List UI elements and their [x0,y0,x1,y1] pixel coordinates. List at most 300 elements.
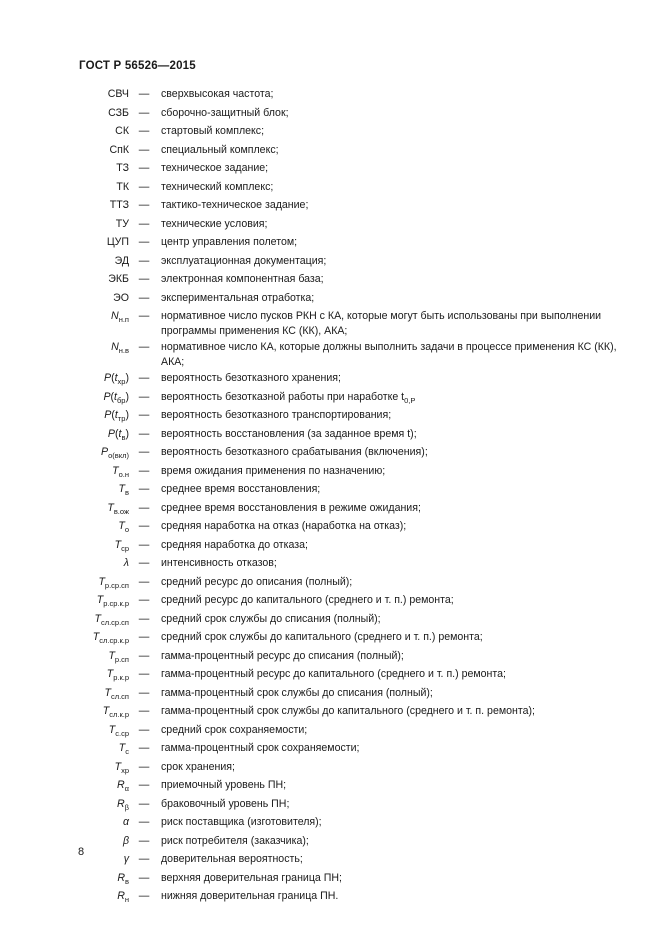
abbreviation-definition [159,253,641,269]
definition-text: гамма-процентный ресурс до списания (полный); [161,649,404,662]
definition-text: средний срок службы до списания (полный); [161,612,381,625]
abbreviation-term [0,197,129,213]
list-item [0,271,661,290]
dash-separator: — [138,834,150,847]
definition-text: срок хранения; [161,760,235,773]
definition-text: вероятность безотказного хранения; [161,372,341,384]
term-text: ТК [116,180,129,193]
dash-separator: — [138,143,150,156]
dash-separator: — [138,538,150,551]
abbreviation-term [0,290,129,306]
term-subscript: с.ср [115,728,129,738]
dash-separator: — [138,742,150,754]
definition-text: нормативное число КА, которые должны выполнить задачи в процессе применения КС (КК), АКА; [161,341,617,368]
definition-text: средняя наработка до отказа; [161,538,308,551]
abbreviation-definition [159,444,641,460]
definition-text: технические условия; [161,217,268,230]
abbreviation-definition [159,370,641,386]
definition-text: гамма-процентный срок сохраняемости; [161,742,360,754]
abbreviation-term [0,648,129,664]
list-item [0,426,661,445]
dash-separator: — [138,125,150,137]
term-subscript: н [124,895,129,904]
definition-text: средний ресурс до капитального (среднего и т. п.) ремонта; [161,594,454,606]
term-text: ( [115,427,119,440]
abbreviation-term [0,759,129,775]
term-subscript: в [121,432,126,442]
term-text: T [112,464,119,477]
abbreviation-term [0,160,129,176]
list-item [0,666,661,685]
term-text: R [117,779,125,791]
abbreviation-term [0,370,129,386]
term-text: T [96,594,104,606]
dash-separator: — [138,723,150,736]
dash-separator: — [138,310,150,322]
abbreviation-term [0,389,129,405]
definition-text: технический комплекс; [161,180,274,193]
list-item [0,160,661,179]
dash-separator: — [138,871,150,884]
list-item [0,123,661,142]
term-text: СК [115,125,129,137]
list-item [0,253,661,272]
definition-text: эксплуатационная документация; [161,254,327,267]
abbreviation-term [0,407,129,423]
definition-text: гамма-процентный ресурс до капитального (среднего и т. п.) ремонта; [161,668,506,680]
list-item [0,777,661,796]
term-text: T [108,723,116,736]
dash-separator: — [138,236,150,248]
definition-text: средний срок службы до капитального (среднего и т. п.) ремонта; [161,631,483,643]
list-item [0,463,661,482]
term-text: T [118,483,126,495]
term-text: t [118,427,122,440]
term-text: β [122,834,129,847]
abbreviation-definition [159,105,641,121]
term-text: T [118,742,126,754]
dash-separator: — [138,686,150,699]
term-text: СЗБ [108,106,129,119]
abbreviation-definition [159,574,641,590]
definition-text: браковочный уровень ПН; [161,797,290,810]
list-item [0,592,661,611]
abbreviation-definition [159,308,641,339]
dash-separator: — [138,390,150,403]
term-text: ) [125,372,129,384]
term-text: ( [111,372,115,384]
dash-separator: — [138,446,150,458]
dash-separator: — [138,291,150,304]
dash-separator: — [138,575,150,588]
term-text: γ [123,853,129,865]
abbreviation-term [0,666,129,682]
abbreviation-term [0,518,129,534]
abbreviation-term [0,481,129,497]
abbreviation-definition [159,271,641,287]
definition-subscript: 0,Р [404,395,416,405]
term-text: λ [123,557,129,569]
definition-text: стартовый комплекс; [161,125,265,137]
definition-text: вероятность восстановления (за заданное время t); [161,427,417,440]
term-text: R [117,890,125,902]
abbreviation-definition [159,290,641,306]
dash-separator: — [138,631,150,643]
dash-separator: — [138,668,150,680]
term-text: ТЗ [116,162,129,174]
dash-separator: — [138,88,150,100]
term-text: СВЧ [107,88,129,100]
abbreviation-term [0,814,129,830]
abbreviation-term [0,463,129,479]
abbreviation-definition [159,179,641,195]
term-subscript: хр [121,765,129,775]
abbreviation-definition [159,197,641,213]
term-text: t [114,390,117,403]
abbreviation-term [0,833,129,849]
term-text: ЭО [113,291,129,304]
abbreviation-term [0,142,129,158]
definition-text: гамма-процентный срок службы до списания (полный); [161,686,433,699]
list-item [0,870,661,889]
definition-text: вероятность безотказной работы при наработке t [161,390,405,403]
list-item [0,518,661,537]
definition-text: гамма-процентный срок службы до капитального (среднего и т. п. ремонта); [161,705,535,717]
term-subscript: о [124,525,129,534]
abbreviation-term [0,870,129,886]
dash-separator: — [138,890,150,902]
list-item [0,833,661,852]
abbreviation-definition [159,518,641,534]
abbreviation-term [0,629,129,645]
definition-text: средняя наработка на отказ (наработка на отказ); [161,520,407,532]
dash-separator: — [138,217,150,230]
abbreviation-definition [159,703,641,719]
term-text: N [111,310,119,322]
list-item [0,481,661,500]
abbreviation-definition [159,234,641,250]
dash-separator: — [138,464,150,477]
term-text: T [118,520,125,532]
list-item [0,197,661,216]
term-text: T [102,705,110,717]
dash-separator: — [138,520,150,532]
definition-text: верхняя доверительная граница ПН; [161,871,342,884]
abbreviation-definition [159,814,641,830]
abbreviation-definition [159,407,641,423]
abbreviation-definition [159,833,641,849]
definition-text: доверительная вероятность; [161,853,303,865]
term-text: T [114,760,122,773]
term-text: T [92,631,100,643]
abbreviation-definition [159,851,641,867]
abbreviation-definition [159,339,641,370]
dash-separator: — [138,557,150,569]
term-subscript: сл.ср.сп [100,617,129,627]
term-text: ЭКБ [108,273,129,285]
abbreviation-term [0,537,129,553]
term-subscript: сл.сп [110,691,129,701]
dash-separator: — [138,273,150,285]
dash-separator: — [138,409,150,421]
abbreviation-definition [159,685,641,701]
abbreviation-definition [159,463,641,479]
definition-text: вероятность безотказного срабатывания (включения); [161,446,428,458]
definition-text: техническое задание; [161,162,269,174]
abbreviation-definition [159,481,641,497]
term-text: T [114,538,122,551]
term-text: T [108,649,115,662]
term-subscript: н.в [118,346,129,355]
definition-text: электронная компонентная база; [161,273,324,285]
term-text: ( [111,409,115,421]
abbreviation-term [0,592,129,608]
abbreviation-term [0,234,129,250]
dash-separator: — [138,779,150,791]
definition-text: средний ресурс до описания (полный); [161,575,353,588]
list-item [0,796,661,815]
term-text: СпК [109,143,129,156]
list-item [0,629,661,648]
list-item [0,611,661,630]
dash-separator: — [138,612,150,625]
definition-text: специальный комплекс; [161,143,279,156]
definition-text: интенсивность отказов; [161,557,277,569]
term-subscript: ср [121,543,129,553]
abbreviation-term [0,123,129,139]
list-item [0,537,661,556]
abbreviation-definition [159,123,641,139]
abbreviation-term [0,851,129,867]
dash-separator: — [138,180,150,193]
abbreviation-term [0,253,129,269]
list-item [0,851,661,870]
dash-separator: — [138,853,150,865]
dash-separator: — [138,483,150,495]
term-text: t [114,372,118,384]
definition-text: среднее время восстановления; [161,483,321,495]
abbreviation-definition [159,666,641,682]
abbreviation-definition [159,555,641,571]
term-text: P [104,409,112,421]
list-item [0,574,661,593]
dash-separator: — [138,106,150,119]
list-item [0,685,661,704]
abbreviation-definition [159,759,641,775]
term-text: ЦУП [106,236,129,248]
abbreviation-definition [159,888,641,904]
term-subscript: р.ср.к.р [103,599,129,608]
abbreviation-term [0,555,129,571]
list-item [0,389,661,408]
list-item [0,234,661,253]
abbreviation-term [0,86,129,102]
abbreviation-list [0,86,661,907]
abbreviation-term [0,216,129,232]
abbreviation-definition [159,777,641,793]
dash-separator: — [138,705,150,717]
dash-separator: — [138,341,150,353]
term-text: P [107,427,115,440]
dash-separator: — [138,199,150,211]
definition-text: приемочный уровень ПН; [161,779,287,791]
list-item [0,370,661,389]
term-subscript: р.сп [114,654,129,664]
term-text: ) [125,390,129,403]
abbreviation-term [0,500,129,516]
abbreviation-definition [159,537,641,553]
definition-text: нижняя доверительная граница ПН. [161,890,339,902]
term-subscript: в.ож [113,506,129,516]
term-subscript: р.ср.сп [104,580,129,590]
term-subscript: р.к.р [113,673,129,682]
definition-text: сборочно-защитный блок; [161,106,289,119]
abbreviation-term [0,574,129,590]
term-text: t [114,409,118,421]
term-subscript: в [125,876,129,886]
dash-separator: — [138,816,150,828]
term-subscript: в [125,488,129,497]
abbreviation-definition [159,722,641,738]
term-subscript: сл.ср.к.р [99,636,129,645]
abbreviation-term [0,796,129,812]
dash-separator: — [138,427,150,440]
definition-text: риск поставщика (изготовителя); [161,816,322,828]
abbreviation-definition [159,86,641,102]
abbreviation-term [0,271,129,287]
list-item [0,179,661,198]
abbreviation-definition [159,740,641,756]
term-text: P [101,446,109,458]
term-text: R [117,871,126,884]
term-text: T [106,668,114,680]
term-subscript: хр [117,377,126,386]
list-item [0,500,661,519]
list-item [0,216,661,235]
abbreviation-term [0,611,129,627]
term-text: P [103,390,111,403]
term-text: ) [125,409,129,421]
term-subscript: тр [117,414,126,423]
abbreviation-term [0,339,129,355]
dash-separator: — [138,501,150,514]
abbreviation-term [0,703,129,719]
abbreviation-term [0,888,129,904]
dash-separator: — [138,254,150,267]
term-subscript: о(вкл) [108,451,129,460]
abbreviation-term [0,308,129,324]
term-text: T [104,686,111,699]
dash-separator: — [138,162,150,174]
abbreviation-term [0,444,129,460]
list-item [0,759,661,778]
term-text: T [94,612,101,625]
term-text: P [103,372,112,384]
abbreviation-definition [159,216,641,232]
list-item [0,444,661,463]
page-number: 8 [78,846,85,858]
list-item [0,555,661,574]
term-subscript: с [125,747,129,756]
list-item [0,339,661,370]
abbreviation-definition [159,592,641,608]
list-item [0,740,661,759]
dash-separator: — [138,760,150,773]
abbreviation-definition [159,611,641,627]
list-item [0,722,661,741]
abbreviation-definition [159,426,641,442]
list-item [0,703,661,722]
abbreviation-term [0,426,129,442]
definition-text: экспериментальная отработка; [161,291,315,304]
term-subscript: н.п [118,315,129,324]
definition-text: сверхвысокая частота; [161,88,274,100]
list-item [0,888,661,907]
definition-text: центр управления полетом; [161,236,298,248]
list-item [0,142,661,161]
term-text: T [107,501,114,514]
list-item [0,407,661,426]
term-text: N [111,341,119,353]
term-subscript: о.н [118,469,129,479]
abbreviation-term [0,685,129,701]
abbreviation-definition [159,160,641,176]
definition-text: вероятность безотказного транспортирования; [161,409,392,421]
dash-separator: — [138,797,150,810]
abbreviation-definition [159,142,641,158]
abbreviation-definition [159,500,641,516]
term-text: T [98,575,105,588]
list-item [0,105,661,124]
term-subscript: сл.к.р [109,710,129,719]
abbreviation-term [0,105,129,121]
term-text: ) [125,427,129,440]
abbreviation-definition [159,389,641,405]
list-item [0,648,661,667]
dash-separator: — [138,649,150,662]
definition-text: среднее время восстановления в режиме ожидания; [161,501,421,514]
term-text: ЭД [114,254,129,267]
definition-text: средний срок сохраняемости; [161,723,308,736]
definition-text: время ожидания применения по назначению; [161,464,386,477]
term-text: ( [110,390,115,403]
list-item [0,308,661,339]
term-subscript: β [124,802,129,812]
term-text: ТУ [115,217,129,230]
dash-separator: — [138,594,150,606]
term-subscript: α [124,784,129,793]
abbreviation-term [0,722,129,738]
abbreviation-definition [159,796,641,812]
list-item [0,86,661,105]
document-header: ГОСТ Р 56526—2015 [79,60,196,72]
list-item [0,814,661,833]
term-text: R [117,797,125,810]
dash-separator: — [138,372,150,384]
definition-text: тактико-техническое задание; [161,199,309,211]
term-text: α [122,816,129,828]
definition-text: нормативное число пусков РКН с КА, которые могут быть использованы при выполнении программы применения КС (КК), АКА; [161,310,602,337]
abbreviation-definition [159,629,641,645]
abbreviation-term [0,179,129,195]
abbreviation-definition [159,870,641,886]
term-subscript: бр [117,395,126,405]
definition-text: риск потребителя (заказчика); [161,834,309,847]
abbreviation-term [0,777,129,793]
list-item [0,290,661,309]
abbreviation-definition [159,648,641,664]
abbreviation-term [0,740,129,756]
